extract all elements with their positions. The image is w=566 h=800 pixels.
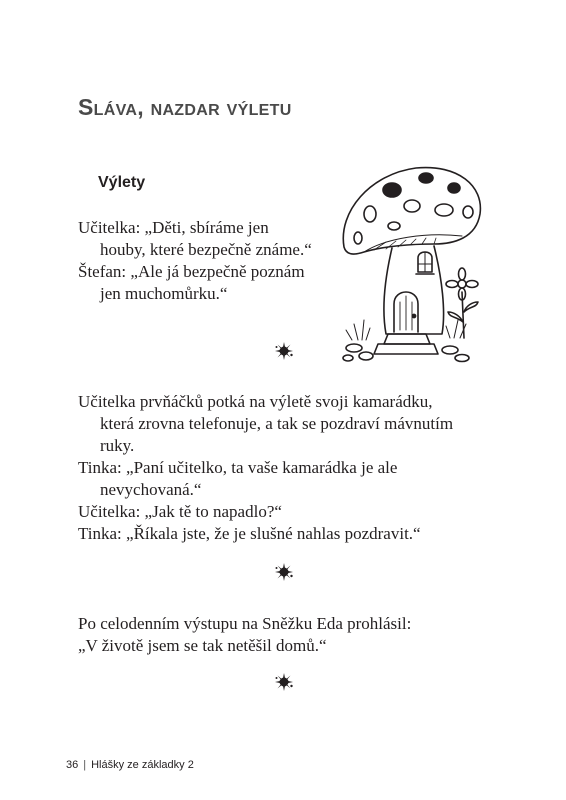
joke-block [78, 613, 468, 657]
splat-icon [273, 671, 295, 693]
joke-line: „V životě jsem se tak netěšil domů.“ [78, 636, 327, 655]
joke-line: Štefan: „Ale já bezpečně poznám jen muchomůrku.“ [78, 262, 305, 303]
joke-line: Po celodenním výstupu na Sněžku Eda prohlásil: [78, 614, 412, 633]
splat-icon [273, 561, 295, 583]
joke-line: Učitelka: „Děti, sbíráme jen houby, které bezpečně známe.“ [78, 218, 312, 259]
mushroom-house-icon [334, 152, 486, 370]
joke-line: Tinka: „Paní učitelko, ta vaše kamarádka je ale nevychovaná.“ [78, 458, 398, 499]
page-number: 36 [66, 759, 79, 771]
footer-divider: | [83, 759, 87, 771]
joke-line: Učitelka prvňáčků potká na výletě svoji kamarádku, která zrovna telefonuje, a tak se pozdraví mávnutím ruky. [78, 392, 454, 455]
splat-icon [273, 340, 295, 362]
joke-line: Učitelka: „Jak tě to napadlo?“ [78, 502, 282, 521]
joke-block [78, 217, 318, 305]
chapter-title: Sláva, nazdar výletu [78, 94, 292, 120]
joke-line: Tinka: „Říkala jste, že je slušné nahlas pozdravit.“ [78, 524, 421, 543]
section-heading: Výlety [98, 174, 146, 191]
joke-block [78, 391, 468, 545]
page-footer [66, 759, 194, 771]
book-title: Hlášky ze základky 2 [91, 759, 194, 771]
